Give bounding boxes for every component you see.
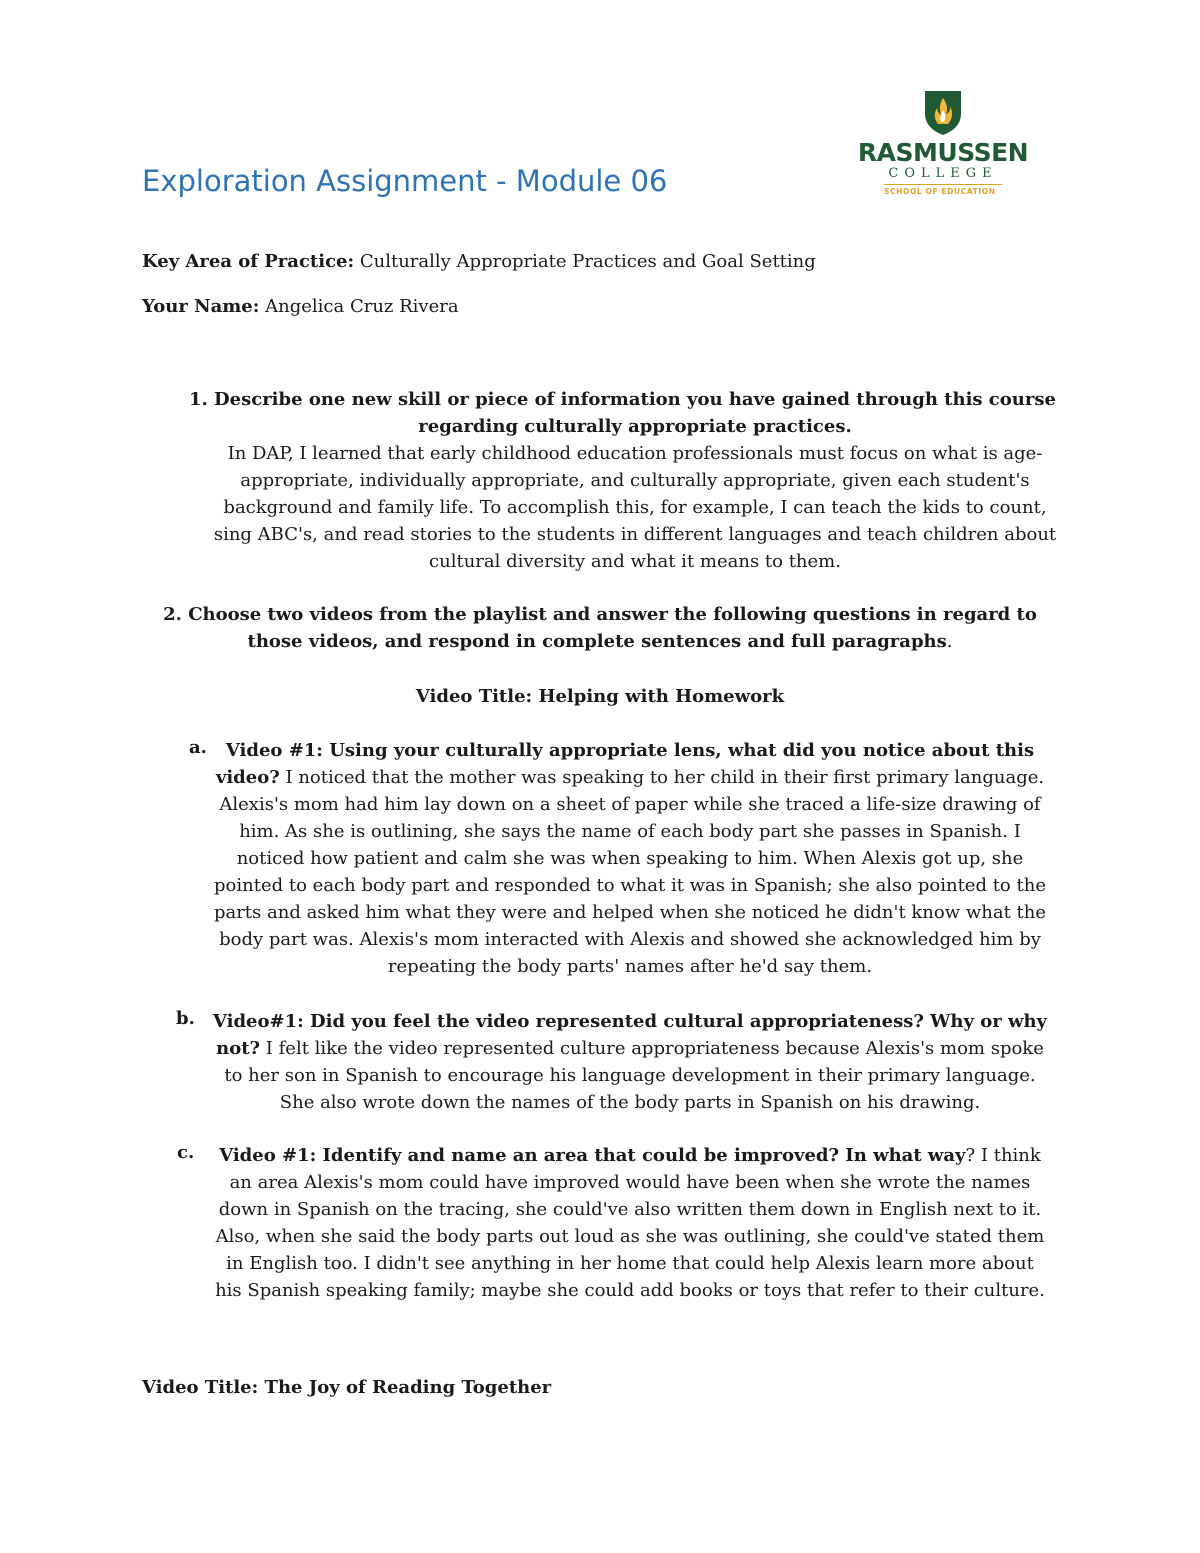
logo-college: COLLEGE xyxy=(888,166,998,181)
item-c xyxy=(212,1142,1048,1304)
item-a-question: Video #1: Using your culturally appropriate lens, what did you notice about this video? xyxy=(215,740,1035,788)
item-a xyxy=(212,737,1048,980)
item-c-question: Video #1: Identify and name an area that could be improved? In what way xyxy=(219,1145,966,1166)
name-label: Your Name: xyxy=(142,296,260,317)
item-c-answer: ? I think an area Alexis's mom could have improved would have been when she wrote the names down in Spanish on the tracing, she could've also written them down in English next to it. Also, when she said the body parts out loud as she was outlining, she could've stated them in English too. I didn't see anything in her home that could help Alexis learn more about his Spanish speaking family; maybe she could add books or toys that refer to their culture. xyxy=(215,1145,1045,1301)
item-a-answer: I noticed that the mother was speaking to her child in their first primary language. Alexis's mom had him lay down on a sheet of paper while she traced a life-size drawing of him. As she is outlining, she says the name of each body part she passes in Spanish. I noticed how patient and calm she was when speaking to him. When Alexis got up, she pointed to each body part and responded to what it was in Spanish; she also pointed to the parts and asked him what they were and helped when she noticed he didn't know what the body part was. Alexis's mom interacted with Alexis and showed she acknowledged him by repeating the body parts' names after he'd say them. xyxy=(213,767,1047,977)
key-area-field xyxy=(142,251,816,272)
item-c-marker: c. xyxy=(177,1142,195,1163)
question-2-trailing: . xyxy=(946,631,953,652)
page-title: Exploration Assignment - Module 06 xyxy=(142,164,668,198)
video-1-title: Video Title: Helping with Homework xyxy=(415,686,785,707)
key-area-label: Key Area of Practice: xyxy=(142,251,355,272)
name-field xyxy=(142,296,459,317)
question-1-number: 1. xyxy=(189,389,208,410)
key-area-value: Culturally Appropriate Practices and Goal Setting xyxy=(359,251,816,272)
logo-divider xyxy=(884,184,1002,185)
logo-school: SCHOOL OF EDUCATION xyxy=(884,187,996,196)
item-b-answer: I felt like the video represented culture appropriateness because Alexis's mom spoke to her son in Spanish to encourage his language development in their primary language. She also wrote down the names of the body parts in Spanish on his drawing. xyxy=(224,1038,1044,1113)
item-b-marker: b. xyxy=(176,1008,195,1029)
name-value: Angelica Cruz Rivera xyxy=(265,296,459,317)
logo-wordmark: RASMUSSEN xyxy=(857,138,1029,167)
question-1-answer: In DAP, I learned that early childhood education professionals must focus on what is age-appropriate, individually appropriate, and culturally appropriate, given each student's background and family life. To accomplish this, for example, I can teach the kids to count, sing ABC's, and read stories to the students in different languages and teach children about cultural diversity and what it means to them. xyxy=(213,443,1057,572)
question-2 xyxy=(160,601,1040,655)
item-b-question: Video#1: Did you feel the video represented cultural appropriateness? Why or why not? xyxy=(212,1011,1048,1059)
question-1 xyxy=(189,386,1065,575)
item-a-marker: a. xyxy=(189,737,207,758)
item-b xyxy=(212,1008,1048,1116)
question-2-text: 2. Choose two videos from the playlist and answer the following questions in regard to those videos, and respond in complete sentences and full paragraphs xyxy=(163,604,1037,652)
flame-shield-icon xyxy=(922,88,964,136)
question-1-text: Describe one new skill or piece of information you have gained through this course regarding culturally appropriate practices. xyxy=(214,389,1056,437)
video-2-title: Video Title: The Joy of Reading Together xyxy=(142,1377,552,1398)
college-logo xyxy=(850,88,1036,204)
